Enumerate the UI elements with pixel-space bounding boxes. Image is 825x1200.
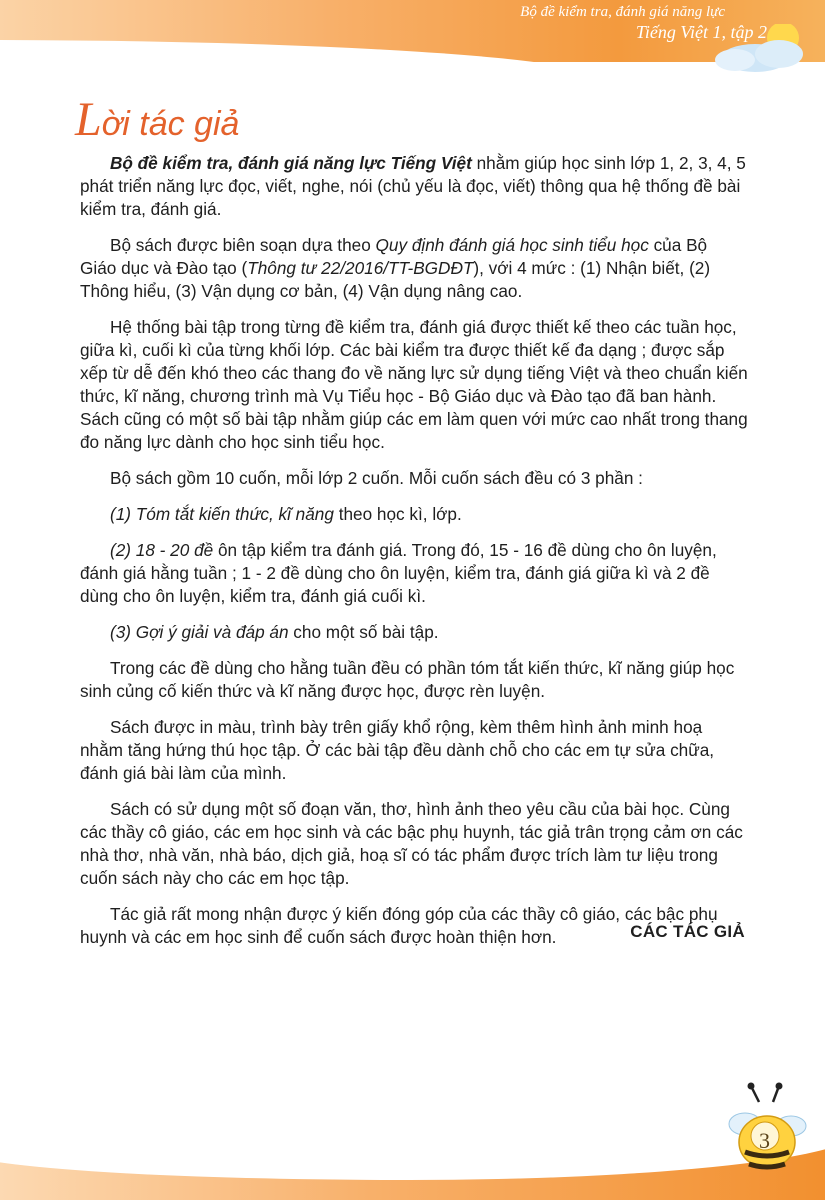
header-series-title: Bộ đề kiểm tra, đánh giá năng lực xyxy=(520,4,725,20)
paragraph-5-text: theo học kì, lớp. xyxy=(333,504,462,524)
paragraph-3: Hệ thống bài tập trong từng đề kiểm tra, đánh giá được thiết kế theo các tuần học, giữa kì, cuối kì của từng khối lớp. Các bài kiểm tra được thiết kế đa dạng ; được sắp xếp từ dễ đến khó theo các thang đo về năng lực sử dụng tiếng Việt và theo chuẩn kiến thức, kĩ năng, chương trình mà Vụ Tiểu học - Bộ Giáo dục và Đào tạo đã ban hành. Sách cũng có một số bài tập nhằm giúp các em làm quen với mức cao nhất trong thang đo năng lực dành cho học sinh tiểu học. xyxy=(80,317,748,452)
paragraph-6-text: ôn tập kiểm tra đánh giá. Trong đó, 15 - 16 đề dùng cho ôn luyện, đánh giá hằng tuần ; 1 - 2 đề dùng cho ôn luyện, kiểm tra, đánh giá giữa kì và 2 đề dùng cho ôn luyện, kiểm tra, đánh giá cuối kì. xyxy=(80,540,717,606)
paragraph-1 xyxy=(80,152,748,221)
paragraph-2-italic-2: Thông tư 22/2016/TT-BGDĐT xyxy=(247,258,474,278)
paragraph-2 xyxy=(80,234,748,303)
page-number: 3 xyxy=(759,1128,770,1153)
paragraph-4: Bộ sách gồm 10 cuốn, mỗi lớp 2 cuốn. Mỗi cuốn sách đều có 3 phần : xyxy=(110,468,643,488)
paragraph-5-italic: (1) Tóm tắt kiến thức, kĩ năng xyxy=(110,504,334,524)
paragraph-6 xyxy=(80,539,748,608)
page-title xyxy=(75,92,239,147)
paragraph-7-text: cho một số bài tập. xyxy=(288,622,439,642)
paragraph-7 xyxy=(80,621,748,644)
paragraph-11: Tác giả rất mong nhận được ý kiến đóng góp của các thầy cô giáo, các bậc phụ huynh và các em học sinh để cuốn sách được hoàn thiện hơn. xyxy=(80,904,718,947)
paragraph-2-a: Bộ sách được biên soạn dựa theo xyxy=(110,235,376,255)
paragraph-10: Sách có sử dụng một số đoạn văn, thơ, hình ảnh theo yêu cầu của bài học. Cùng các thầy cô giáo, các em học sinh và các bậc phụ huynh, tác giả trân trọng cảm ơn các nhà thơ, nhà văn, nhà báo, dịch giả, hoạ sĩ có tác phẩm được trích làm tư liệu trong cuốn sách này cho các em học tập. xyxy=(80,799,743,888)
header-book-title: Tiếng Việt 1, tập 2 xyxy=(635,22,767,42)
preface-body xyxy=(80,152,748,962)
title-first-letter: L xyxy=(75,93,102,146)
paragraph-7-italic: (3) Gợi ý giải và đáp án xyxy=(110,622,289,642)
paragraph-9: Sách được in màu, trình bày trên giấy khổ rộng, kèm thêm hình ảnh minh hoạ nhằm tăng hứng thú học tập. Ở các bài tập đều dành chỗ cho các em tự sửa chữa, đánh giá bài làm của mình. xyxy=(80,717,715,783)
paragraph-8: Trong các đề dùng cho hằng tuần đều có phần tóm tắt kiến thức, kĩ năng giúp học sinh củng cố kiến thức và kĩ năng được học, được rèn luyện. xyxy=(80,658,735,701)
paragraph-6-italic: (2) 18 - 20 đề xyxy=(110,540,214,560)
paragraph-5 xyxy=(80,503,748,526)
paragraph-2-b: của Bộ Giáo dục và Đào tạo ( xyxy=(80,235,708,278)
paragraph-2-c: ), với 4 mức : (1) Nhận biết, (2) Thông hiểu, (3) Vận dụng cơ bản, (4) Vận dụng nâng cao. xyxy=(80,258,711,301)
book-title-bold: Bộ đề kiểm tra, đánh giá năng lực Tiếng Việt xyxy=(110,153,472,173)
paragraph-1-text: nhằm giúp học sinh lớp 1, 2, 3, 4, 5 phát triển năng lực đọc, viết, nghe, nói (chủ yếu là đọc, viết) thông qua hệ thống đề bài kiểm tra, đánh giá. xyxy=(80,153,746,219)
title-rest: ời tác giả xyxy=(101,105,240,143)
signature: CÁC TÁC GIẢ xyxy=(630,922,745,941)
paragraph-2-italic-1: Quy định đánh giá học sinh tiểu học xyxy=(375,235,649,255)
